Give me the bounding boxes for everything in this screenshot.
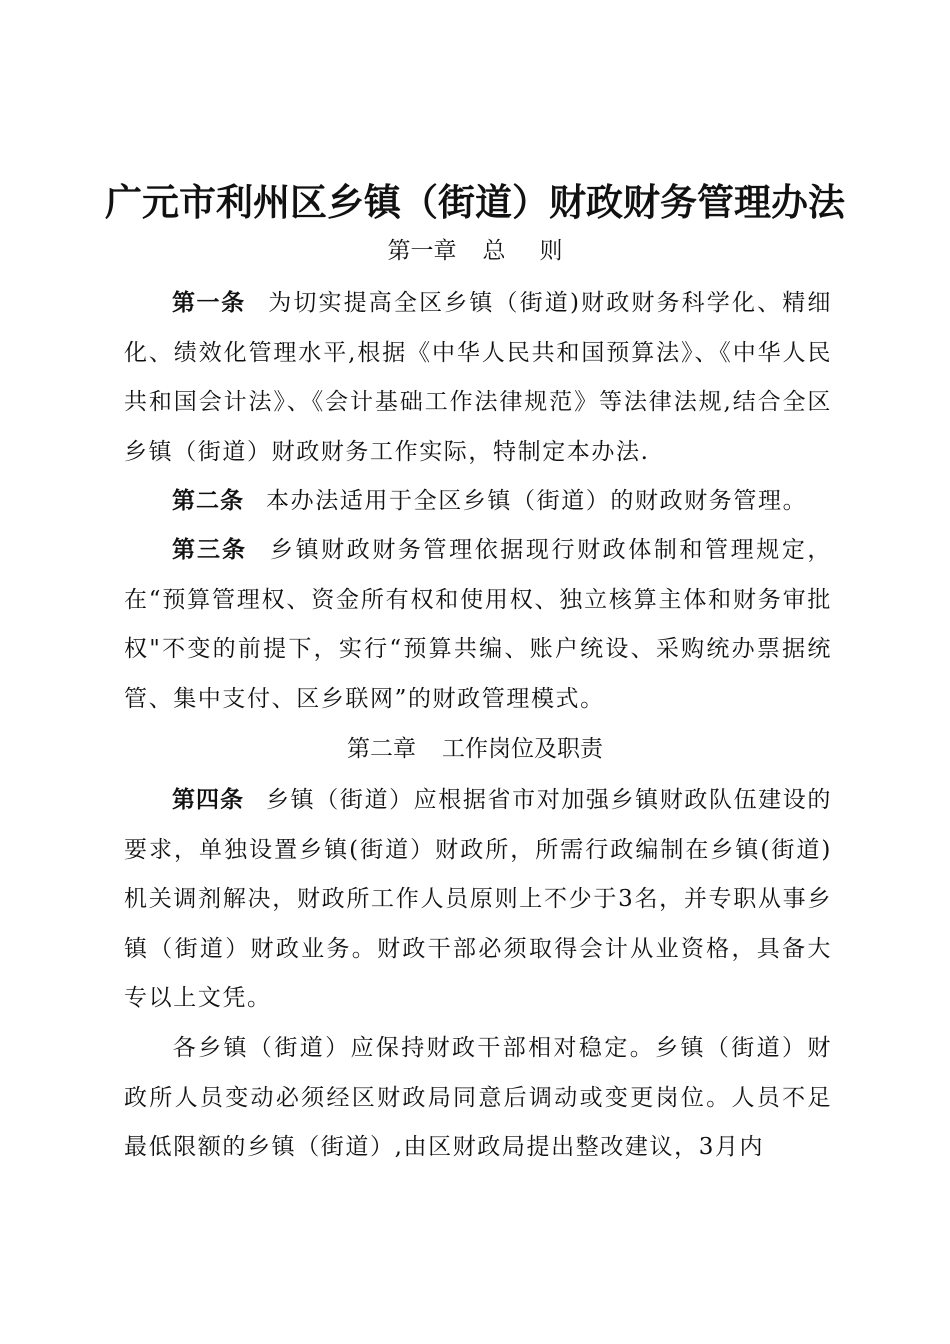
article-4 [124, 776, 832, 1024]
chapter-number: 第一章 [387, 238, 457, 264]
article-text: 为切实提高全区乡镇（街道)财政财务科学化、精细化、绩效化管理水平,根据《中华人民共和国预算法》、《中华人民共和国会计法》、《会计基础工作法律规范》等法律法规,结合全区乡镇（街道）财政财务工作实际，特制定本办法. [124, 290, 832, 465]
chapter-heading-2 [0, 732, 950, 766]
chapter-name: 工作岗位及职责 [442, 736, 603, 762]
chapter-name-part: 则 [539, 238, 563, 264]
article-3 [124, 526, 832, 724]
article-label: 第三条 [172, 537, 247, 563]
chapter-number: 第二章 [347, 736, 416, 762]
article-label: 第四条 [172, 787, 245, 813]
paragraph-text: 各乡镇（街道）应保持财政干部相对稳定。乡镇（街道）财政所人员变动必须经区财政局同意后调动或变更岗位。人员不足最低限额的乡镇（街道）,由区财政局提出整改建议，3月内 [124, 1035, 832, 1161]
article-text: 本办法适用于全区乡镇（街道）的财政财务管理。 [266, 488, 808, 514]
paragraph-personnel-stability [124, 1024, 832, 1173]
chapter-name-part: 总 [482, 238, 506, 264]
chapter-heading-1 [0, 234, 950, 268]
article-label: 第一条 [172, 290, 246, 316]
article-2 [124, 477, 832, 527]
article-1 [124, 279, 832, 477]
article-text: 乡镇（街道）应根据省市对加强乡镇财政队伍建设的要求，单独设置乡镇(街道）财政所，所需行政编制在乡镇(街道)机关调剂解决，财政所工作人员原则上不少于3名，并专职从事乡镇（街道）财政业务。财政干部必须取得会计从业资格，具备大专以上文凭。 [124, 787, 832, 1012]
article-label: 第二条 [172, 488, 244, 514]
document-title: 广元市利州区乡镇（街道）财政财务管理办法 [105, 180, 845, 224]
article-text: 乡镇财政财务管理依据现行财政体制和管理规定，在“预算管理权、资金所有权和使用权、独立核算主体和财务审批权"不变的前提下，实行“预算共编、账户统设、采购统办票据统管、集中支付、区乡联网”的财政管理模式。 [124, 537, 833, 712]
